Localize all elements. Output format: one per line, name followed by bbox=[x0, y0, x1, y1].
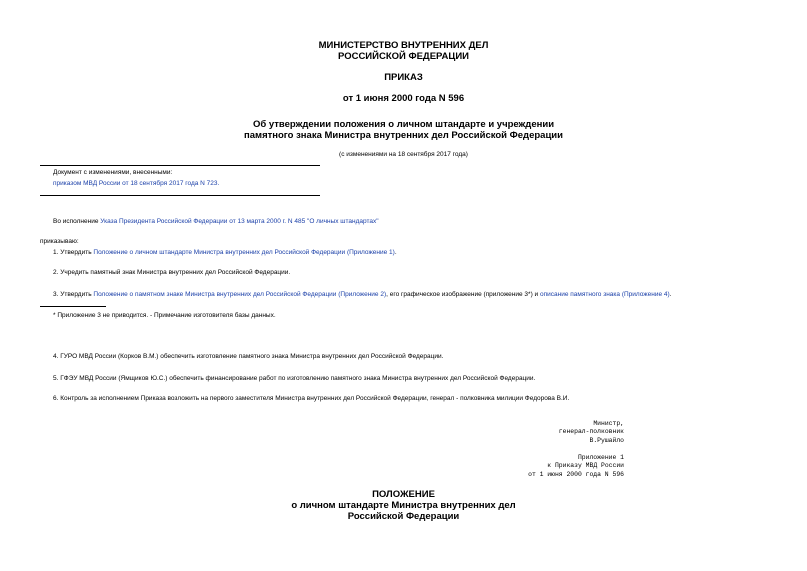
item-3-middle: , его графическое изображение (приложение 3*) и bbox=[386, 291, 540, 298]
item-1-suffix: . bbox=[394, 249, 397, 256]
item-3 bbox=[53, 291, 672, 299]
item-1-prefix: 1. Утвердить bbox=[53, 249, 94, 256]
changes-link[interactable]: приказом МВД России от 18 сентября 2017 года N 723. bbox=[53, 180, 220, 187]
item-1-link[interactable]: Положение о личном штандарте Министра внутренних дел Российской Федерации (Приложение 1) bbox=[93, 249, 395, 256]
item-3-link-regulation[interactable]: Положение о памятном знаке Министра внутренних дел Российской Федерации (Приложение 2) bbox=[93, 291, 387, 298]
item-3-suffix: . bbox=[669, 291, 672, 298]
appendix-title-line2: о личном штандарте Министра внутренних дел bbox=[291, 500, 516, 511]
item-3-link-description[interactable]: описание памятного знака (Приложение 4) bbox=[540, 291, 670, 298]
signature-block bbox=[559, 420, 624, 445]
signature-position: Министр, bbox=[593, 420, 624, 427]
appendix-order: к Приказу МВД России bbox=[547, 462, 624, 470]
appendix-reference bbox=[528, 454, 624, 479]
footnote: * Приложение 3 не приводится. - Примечание изготовителя базы данных. bbox=[53, 312, 276, 319]
item-1 bbox=[53, 249, 397, 257]
signature-name: В.Рушайло bbox=[589, 436, 624, 444]
intro-decree-link[interactable]: Указа Президента Российской Федерации от 13 марта 2000 г. N 485 "О личных штандартах" bbox=[100, 218, 379, 225]
item-6: 6. Контроль за исполнением Приказа возложить на первого заместителя Министра внутренних дел Российской Федерации, генерал - полковника милиции Федорова В.И. bbox=[53, 395, 570, 402]
item-5: 5. ГФЭУ МВД России (Ямщиков Ю.С.) обеспечить финансирование работ по изготовлению памятного знака Министра внутренних дел Российской Федерации. bbox=[53, 375, 536, 382]
intro-prefix: Во исполнение bbox=[53, 218, 101, 225]
appendix-title-line3: Российской Федерации bbox=[347, 511, 460, 522]
document-date-number: от 1 июня 2000 года N 596 bbox=[342, 93, 465, 104]
amendments-note: (с изменениями на 18 сентября 2017 года) bbox=[339, 151, 468, 158]
item-4: 4. ГУРО МВД России (Корков В.М.) обеспечить изготовление памятного знака Министра внутренних дел Российской Федерации. bbox=[53, 353, 444, 360]
changes-top-rule bbox=[40, 165, 320, 166]
intro-paragraph bbox=[53, 218, 379, 226]
order-word: приказываю: bbox=[40, 238, 79, 245]
ministry-name-line1: МИНИСТЕРСТВО ВНУТРЕННИХ ДЕЛ bbox=[318, 40, 489, 51]
item-2: 2. Учредить памятный знак Министра внутренних дел Российской Федерации. bbox=[53, 269, 291, 276]
appendix-number: Приложение 1 bbox=[577, 454, 624, 461]
document-title-line1: Об утверждении положения о личном штандарте и учреждении bbox=[252, 119, 555, 130]
ministry-name-line2: РОССИЙСКОЙ ФЕДЕРАЦИИ bbox=[337, 51, 469, 62]
appendix-title-line1: ПОЛОЖЕНИЕ bbox=[372, 489, 435, 500]
footnote-rule bbox=[40, 306, 106, 307]
document-title-line2: памятного знака Министра внутренних дел Российской Федерации bbox=[244, 130, 563, 141]
item-3-prefix: 3. Утвердить bbox=[53, 291, 94, 298]
document-type: ПРИКАЗ bbox=[384, 72, 423, 83]
changes-label: Документ с изменениями, внесенными: bbox=[53, 169, 173, 176]
appendix-date: от 1 июня 2000 года N 596 bbox=[528, 470, 624, 478]
changes-bottom-rule bbox=[40, 195, 320, 196]
signature-rank: генерал-полковник bbox=[558, 428, 624, 436]
